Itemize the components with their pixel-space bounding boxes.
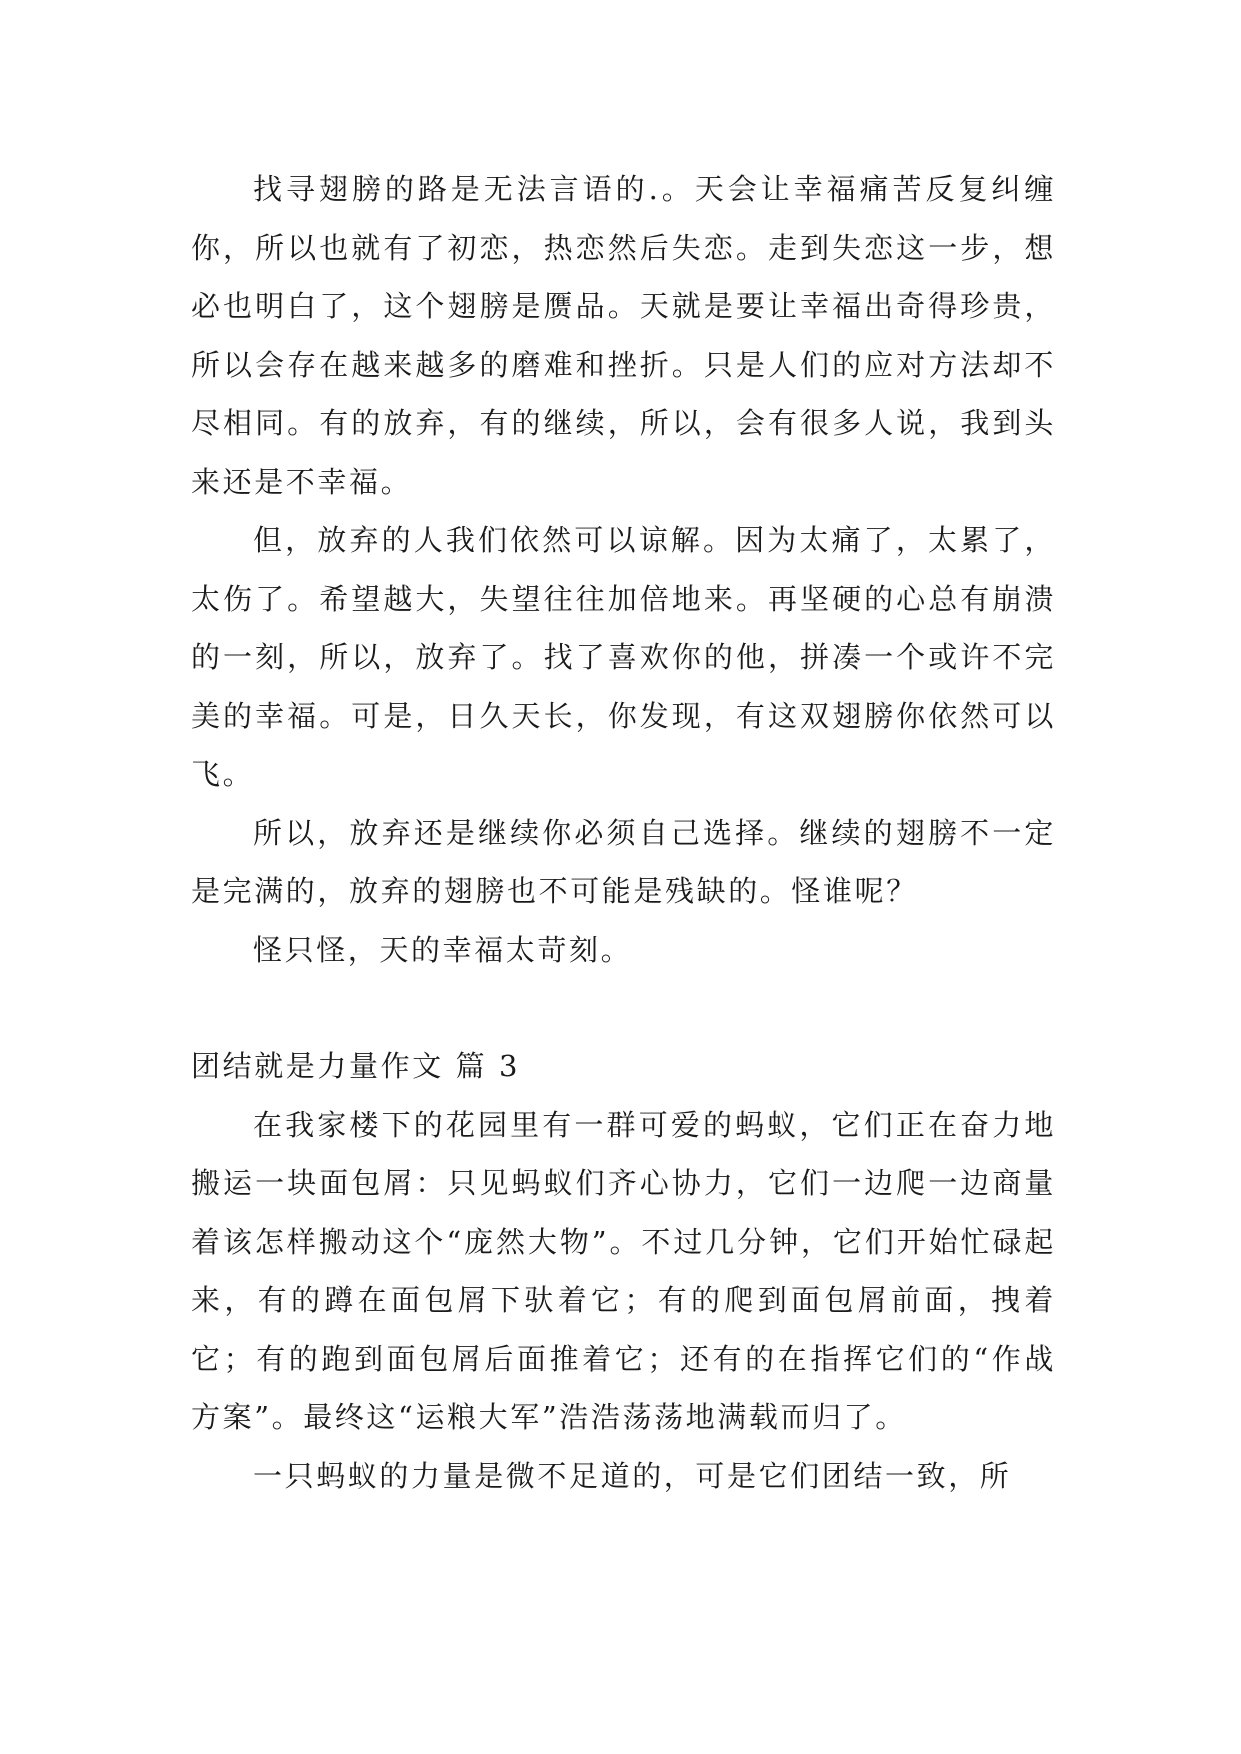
paragraph: 但，放弃的人我们依然可以谅解。因为太痛了，太累了，太伤了。希望越大，失望往往加倍地来。再坚硬的心总有崩溃的一刻，所以，放弃了。找了喜欢你的他，拼凑一个或许不完美的幸福。可是，日久天长，你发现，有这双翅膀你依然可以飞。 [191,523,1056,791]
paragraph: 所以，放弃还是继续你必须自己选择。继续的翅膀不一定是完满的，放弃的翅膀也不可能是残缺的。怪谁呢？ [191,815,1056,908]
paragraph: 怪只怪，天的幸福太苛刻。 [253,932,633,967]
section-heading: 团结就是力量作文 篇 3 [191,1049,521,1083]
document-body [191,160,1056,1505]
paragraph: 找寻翅膀的路是无法言语的.。天会让幸福痛苦反复纠缠你，所以也就有了初恋，热恋然后失恋。走到失恋这一步，想必也明白了，这个翅膀是赝品。天就是要让幸福出奇得珍贵，所以会存在越来越多的磨难和挫折。只是人们的应对方法却不尽相同。有的放弃，有的继续，所以，会有很多人说，我到头来还是不幸福。 [191,172,1056,499]
paragraph: 在我家楼下的花园里有一群可爱的蚂蚁，它们正在奋力地搬运一块面包屑：只见蚂蚁们齐心协力，它们一边爬一边商量着该怎样搬动这个“庞然大物”。不过几分钟，它们开始忙碌起来，有的蹲在面包屑下驮着它；有的爬到面包屑前面，拽着它；有的跑到面包屑后面推着它；还有的在指挥它们的“作战方案”。最终这“运粮大军”浩浩荡荡地满载而归了。 [191,1107,1056,1434]
paragraph: 一只蚂蚁的力量是微不足道的，可是它们团结一致，所 [253,1458,1012,1493]
